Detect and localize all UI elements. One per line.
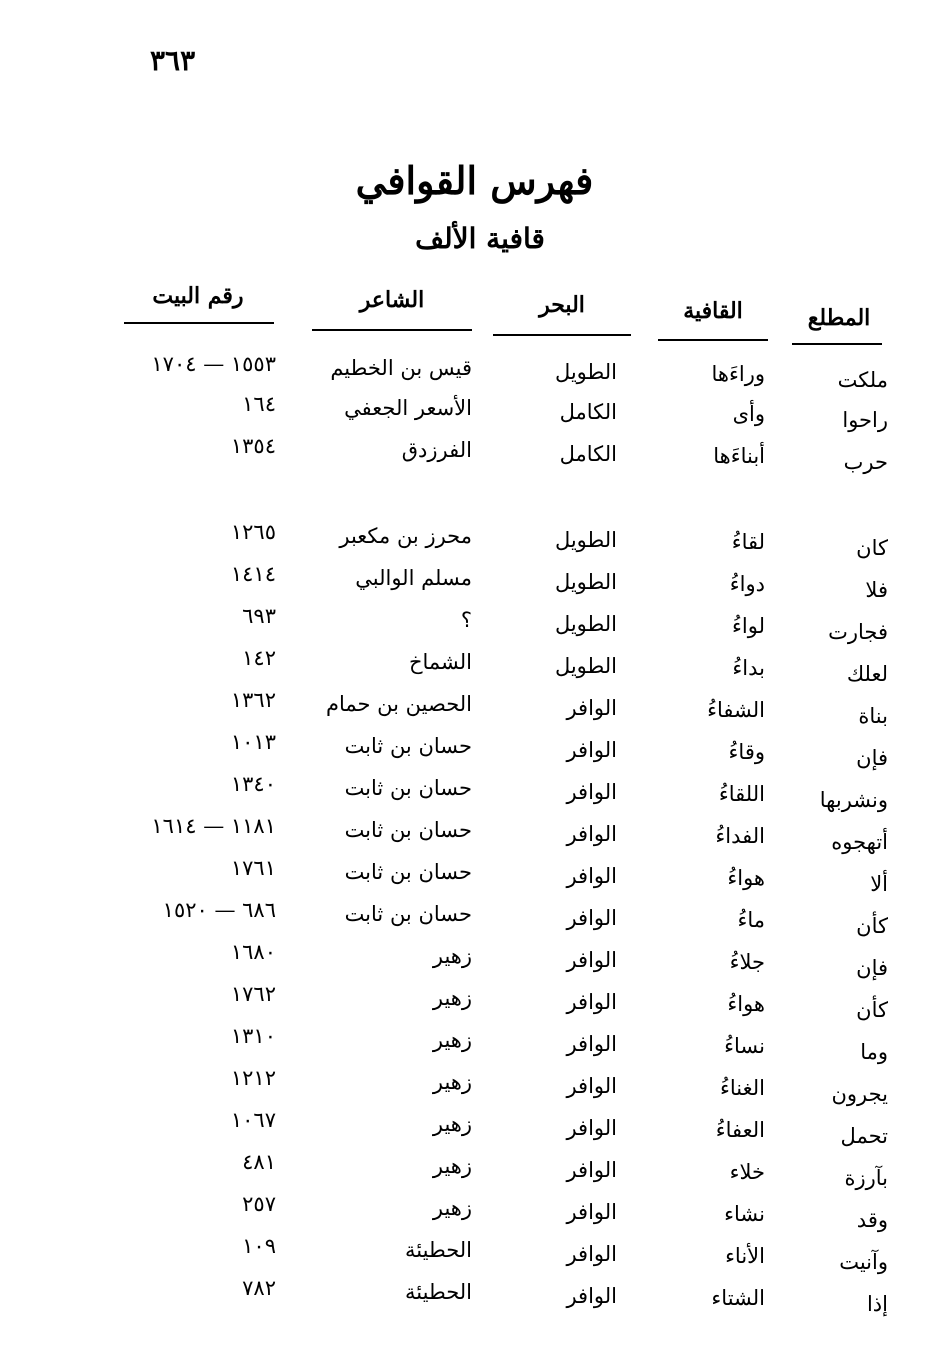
cell-raqm: ١٣٦٢ xyxy=(230,688,276,712)
cell-shaer: الحصين بن حمام xyxy=(325,692,472,716)
cell-raqm: ٢٥٧ xyxy=(242,1192,276,1216)
cell-bahr: الوافر xyxy=(566,1032,617,1056)
cell-shaer: الحطيئة xyxy=(405,1280,472,1304)
cell-raqm: ١٢١٢ xyxy=(230,1066,276,1090)
cell-bahr: الكامل xyxy=(559,442,617,466)
cell-bahr: الوافر xyxy=(566,738,617,762)
cell-bahr: الوافر xyxy=(566,948,617,972)
cell-bahr: الوافر xyxy=(566,1242,617,1266)
cell-bahr: الطويل xyxy=(554,612,617,636)
page-title: فهرس القوافي xyxy=(355,158,594,203)
cell-raqm: ١٣٥٤ xyxy=(230,434,276,458)
cell-matla: يجرون xyxy=(831,1082,888,1106)
header-matla: المطلع xyxy=(807,305,871,331)
cell-bahr: الطويل xyxy=(554,570,617,594)
cell-raqm: ٧٨٢ xyxy=(242,1276,276,1300)
cell-qafiya: العفاءُ xyxy=(715,1118,765,1142)
header-qafiya: القافية xyxy=(683,298,743,324)
cell-qafiya: اللقاءُ xyxy=(718,782,765,806)
cell-shaer: قيس بن الخطيم xyxy=(330,356,472,380)
cell-raqm: ١٣٤٠ xyxy=(230,772,276,796)
cell-raqm: ١٠٩ xyxy=(242,1234,276,1258)
cell-shaer: الفرزدق xyxy=(401,438,472,462)
cell-bahr: الوافر xyxy=(566,1116,617,1140)
header-raqm: رقم البيت xyxy=(152,283,244,309)
cell-raqm: ٦٩٣ xyxy=(242,604,276,628)
cell-matla: فجارت xyxy=(828,620,888,644)
cell-qafiya: نساءُ xyxy=(724,1034,765,1058)
cell-shaer: زهير xyxy=(432,1028,472,1052)
cell-matla: كان xyxy=(856,536,888,560)
cell-shaer: الشماخ xyxy=(408,650,472,674)
cell-bahr: الطويل xyxy=(554,360,617,384)
cell-shaer: حسان بن ثابت xyxy=(344,734,472,758)
cell-qafiya: بداءُ xyxy=(732,656,765,680)
cell-raqm: ١٥٥٣ — ١٧٠٤ xyxy=(151,352,276,376)
cell-raqm: ١٧٦٢ xyxy=(230,982,276,1006)
table-row xyxy=(0,1276,949,1324)
cell-matla: فإن xyxy=(856,956,888,980)
cell-matla: أتهجوه xyxy=(831,830,888,854)
cell-bahr: الطويل xyxy=(554,654,617,678)
cell-matla: تحمل xyxy=(840,1124,888,1148)
cell-raqm: ١٤١٤ xyxy=(230,562,276,586)
header-bahr: البحر xyxy=(539,292,585,318)
cell-qafiya: الأناء xyxy=(725,1244,765,1268)
cell-bahr: الكامل xyxy=(559,400,617,424)
cell-matla: ملكت xyxy=(837,368,888,392)
cell-qafiya: خلاء xyxy=(729,1160,765,1184)
cell-matla: حرب xyxy=(843,450,888,474)
cell-qafiya: الغناءُ xyxy=(720,1076,765,1100)
cell-bahr: الوافر xyxy=(566,864,617,888)
cell-raqm: ١٠١٣ xyxy=(230,730,276,754)
cell-matla: وما xyxy=(860,1040,888,1064)
cell-qafiya: وأى xyxy=(732,402,765,426)
cell-qafiya: ماءُ xyxy=(737,908,765,932)
cell-shaer: حسان بن ثابت xyxy=(344,860,472,884)
cell-raqm: ١٣١٠ xyxy=(230,1024,276,1048)
page-number: ٣٦٣ xyxy=(150,44,196,77)
cell-shaer: ؟ xyxy=(460,608,472,632)
cell-raqm: ١١٨١ — ١٦١٤ xyxy=(151,814,276,838)
cell-bahr: الوافر xyxy=(566,1158,617,1182)
table-row xyxy=(0,434,949,482)
cell-qafiya: أبناءَها xyxy=(713,444,765,468)
cell-shaer: زهير xyxy=(432,986,472,1010)
cell-raqm: ١٢٦٥ xyxy=(230,520,276,544)
cell-qafiya: لواءُ xyxy=(732,614,765,638)
cell-raqm: ١٦٨٠ xyxy=(230,940,276,964)
cell-matla: لعلك xyxy=(846,662,888,686)
cell-shaer: حسان بن ثابت xyxy=(344,818,472,842)
cell-shaer: زهير xyxy=(432,944,472,968)
cell-bahr: الوافر xyxy=(566,780,617,804)
cell-raqm: ١٤٢ xyxy=(242,646,276,670)
cell-matla: راحوا xyxy=(842,408,888,432)
cell-shaer: زهير xyxy=(432,1112,472,1136)
cell-matla: ونشربها xyxy=(819,788,888,812)
cell-bahr: الوافر xyxy=(566,822,617,846)
cell-matla: كأن xyxy=(856,998,888,1022)
cell-qafiya: وقاءُ xyxy=(728,740,765,764)
cell-shaer: زهير xyxy=(432,1196,472,1220)
cell-qafiya: وراءَها xyxy=(711,362,765,386)
cell-bahr: الوافر xyxy=(566,696,617,720)
cell-raqm: ١٧٦١ xyxy=(230,856,276,880)
cell-matla: فإن xyxy=(856,746,888,770)
cell-qafiya: هواءُ xyxy=(727,992,765,1016)
cell-matla: وقد xyxy=(856,1208,888,1232)
cell-qafiya: لقاءُ xyxy=(731,530,765,554)
cell-qafiya: دواءُ xyxy=(729,572,765,596)
cell-shaer: الأسعر الجعفي xyxy=(344,396,472,420)
cell-qafiya: نشاء xyxy=(724,1202,765,1226)
cell-qafiya: الشتاء xyxy=(711,1286,765,1310)
cell-matla: ألا xyxy=(870,872,888,896)
cell-shaer: حسان بن ثابت xyxy=(344,902,472,926)
cell-matla: وآنيت xyxy=(839,1250,888,1274)
cell-qafiya: هواءُ xyxy=(727,866,765,890)
cell-matla: فلا xyxy=(865,578,888,602)
cell-bahr: الوافر xyxy=(566,1200,617,1224)
cell-bahr: الوافر xyxy=(566,990,617,1014)
cell-qafiya: الفداءُ xyxy=(715,824,765,848)
cell-shaer: محرز بن مكعبر xyxy=(339,524,472,548)
cell-raqm: ١٦٤ xyxy=(242,392,276,416)
cell-shaer: زهير xyxy=(432,1070,472,1094)
cell-bahr: الوافر xyxy=(566,906,617,930)
cell-bahr: الوافر xyxy=(566,1074,617,1098)
cell-shaer: حسان بن ثابت xyxy=(344,776,472,800)
cell-bahr: الوافر xyxy=(566,1284,617,1308)
cell-shaer: الحطيئة xyxy=(405,1238,472,1262)
cell-raqm: ٦٨٦ — ١٥٢٠ xyxy=(162,898,276,922)
cell-qafiya: الشفاءُ xyxy=(707,698,765,722)
cell-shaer: زهير xyxy=(432,1154,472,1178)
cell-matla: بناة xyxy=(858,704,888,728)
cell-raqm: ٤٨١ xyxy=(242,1150,276,1174)
cell-bahr: الطويل xyxy=(554,528,617,552)
cell-qafiya: جلاءُ xyxy=(729,950,765,974)
cell-matla: إذا xyxy=(866,1292,888,1316)
cell-shaer: مسلم الوالبي xyxy=(355,566,472,590)
cell-raqm: ١٠٦٧ xyxy=(230,1108,276,1132)
header-shaer: الشاعر xyxy=(359,287,425,313)
section-title: قافية الألف xyxy=(415,222,545,255)
cell-matla: بآرزة xyxy=(844,1166,888,1190)
cell-matla: كأن xyxy=(856,914,888,938)
